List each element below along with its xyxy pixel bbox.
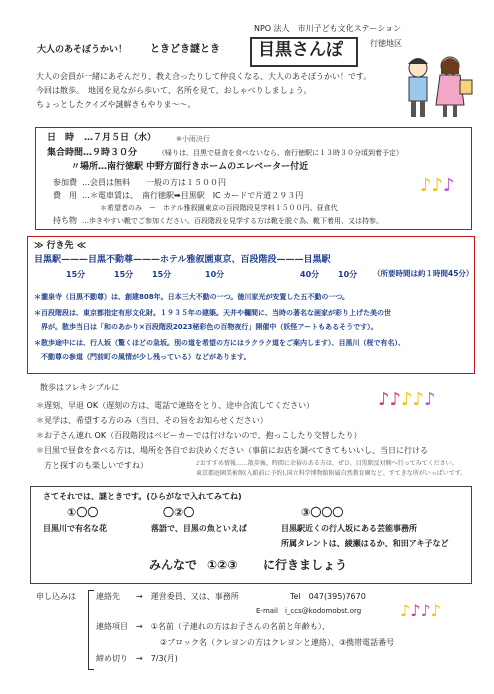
quiz-1-label: ①〇〇 <box>67 506 99 519</box>
cost-option: ＊希望者のみ ー ホテル雅叙園東京の百段階段見学料１５００円、昼食代 <box>100 204 338 212</box>
quiz-3-hint-1: 目黒駅近くの行人坂にある芸能事務所 <box>281 524 417 533</box>
route-time-2: 15分 <box>114 270 134 279</box>
route-time-5: 40分 <box>300 270 320 279</box>
route-time-1: 15分 <box>66 270 86 279</box>
route-box <box>27 236 475 374</box>
route-time-4: 10分 <box>205 270 225 279</box>
deadline-label: 締め切り <box>96 654 128 663</box>
route-note-3: 界が。散歩当日は「和のあかり×百段階段2023秘彩色の百物夜行」開催中（妖怪アートもあるそうです）。 <box>34 323 378 331</box>
flex-item-3: ＊お子さん連れ OK（百段階段はベビーカーでは行けないので、抱っこしたり交替したり） <box>36 431 362 440</box>
items-label: 連絡項目 <box>96 622 128 631</box>
flex-item-2: ＊見学は、希望する方のみ（当日、その旨をお知らせください） <box>36 416 268 425</box>
quiz-answer-nums: ①②③ <box>207 558 238 572</box>
route-heading: ≫ 行き先 ≪ <box>34 241 87 251</box>
date-label: 日 時 <box>47 133 75 143</box>
meet-place: 〃場所…南行徳駅 中野方面行きホームのエレベーター付近 <box>71 162 309 172</box>
quiz-1-hint: 目黒川で有名な花 <box>43 524 107 533</box>
fee-value: …会員は無料 一般の方は１５００円 <box>82 178 226 187</box>
flex-heading: 散歩はフレキシブルに <box>40 383 120 392</box>
contact-label: 連絡先 <box>96 592 120 601</box>
mid-title: ときどき謎とき <box>150 44 220 55</box>
walking-people-illustration <box>398 50 476 122</box>
items-value-1: → ①名前（子連れの方はお子さんの名前と年齢も）、 <box>136 622 330 631</box>
flex-item-5: 方と探すのも楽しいですね） <box>36 461 148 470</box>
contact-email: E-mail i_ccs@kodomobst.org <box>256 607 362 615</box>
quiz-2-hint: 落語で、目黒の魚といえば <box>151 524 247 533</box>
fee-label: 参加費 <box>53 178 77 187</box>
contact-tel: Tel 047(395)7670 <box>290 592 366 601</box>
recommend-info-2: 東京都庭園美術館(入館前に予約),国立科学博物館附属自然教育園など、すてきな所がいっぱいです。 <box>196 470 467 477</box>
details-box <box>35 127 472 230</box>
items-value-2: ②ブロック名（クレヨンの方はクレヨンと連絡）、③携帯電話番号 <box>160 638 395 647</box>
flex-item-1: ＊遅刻、早退 OK（遅刻の方は、電話で連絡をとり、途中合流してください） <box>36 401 315 410</box>
deadline-value: → 7/3(月) <box>136 654 178 663</box>
route-time-3: 15分 <box>152 270 172 279</box>
route-note-4: ＊散歩途中には、行人坂（驚くほどの急坂。別の道を希望の方にはラクラク道をご案内します）、目黒川（桜で有名）、 <box>34 339 405 347</box>
quiz-title: さてそれでは、謎ときです。(ひらがなで入れてみてね) <box>43 492 242 501</box>
quiz-3-hint-2: 所属タレントは、綾瀬はるか、和田アキ子など <box>281 539 449 548</box>
org-name: NPO 法人 市川子ども文化ステーション <box>254 24 402 33</box>
quiz-3-label: ③〇〇〇 <box>301 506 344 519</box>
intro-line-1: 大人の会員が一緒にあそんだり、教え合ったりして仲良くなる、大人のあそぼうかい！です。 <box>36 72 372 81</box>
route-note-5: 不動尊の参道（門前町の風情が少し残っている）などがあります。 <box>34 353 251 361</box>
flex-item-4: ＊目黒で昼食を食べる方は、場所を各自でお決めください（事前にお店を調べてきてもいいし、当日に行ける <box>36 446 428 455</box>
route-total: （所要時間は約１時間45分） <box>373 269 474 278</box>
music-notes-icon-3: ♪♪♪♪ <box>400 601 441 620</box>
quiz-answer-suffix: に行きましょう <box>263 558 348 572</box>
music-notes-icon: ♪♪♪ <box>420 175 455 196</box>
intro-line-3: ちょっとしたクイズや謎解きもやりま〜〜。 <box>36 100 196 109</box>
recommend-info: ♪おすすめ情報……散歩後、時間に余裕のある方は、ぜひ、目黒駅反対側へ行ってみてください。 <box>196 460 458 467</box>
apply-bracket <box>88 590 94 670</box>
date-value: …７月５日（水） <box>84 133 157 143</box>
cost-value: …＊電車賃は、 南行徳駅➡目黒駅 IC カードで片道２９３円 <box>82 191 304 200</box>
rain-note: ※小雨決行 <box>176 135 210 143</box>
route-line: 目黒駅———目黒不動尊———ホテル雅叙園東京、百段階段———目黒駅 <box>34 255 331 265</box>
quiz-2-label: 〇②〇 <box>163 506 195 519</box>
page-title: 目黒さんぽ <box>258 40 343 60</box>
cost-label: 費 用 <box>53 191 77 200</box>
route-time-6: 10分 <box>338 270 358 279</box>
route-note-2: ＊百段階段は、東京都指定有形文化財。１９３５年の建築。天井や欄間に、当時の著名な画家が彩り上げた美の世 <box>34 309 391 317</box>
music-notes-icon-2: ♪♪♪♪♪ <box>378 389 436 410</box>
contact-value: → 運営委員、又は、事務所 <box>136 592 239 601</box>
intro-line-2: 今回は散歩。 地図を見ながら歩いて、名所を見て、おしゃべりしましょう。 <box>36 86 312 95</box>
meet-note: （帰りは、目黒で昼食を食べないなら、南行徳駅に１３時３０分頃到着予定） <box>158 149 403 157</box>
meet-time: 集合時間…９時３０分 <box>47 148 138 158</box>
belongings-label: 持ち物 <box>53 216 77 225</box>
quiz-box <box>30 486 472 584</box>
quiz-answer-prefix: みんなで <box>149 558 198 572</box>
apply-label: 申し込みは <box>36 592 76 601</box>
district-label: 行徳地区 <box>370 39 402 48</box>
belongings-value: …歩きやすい靴でご参加ください。百段階段を見学する方は靴を脱ぐ為、靴下着用、又は持参。 <box>82 217 383 225</box>
left-title: 大人のあそぼうかい！ <box>37 45 128 55</box>
main-title-box <box>250 37 358 67</box>
route-note-1: ＊瀧泉寺（目黒不動尊）は、創建808年。日本三大不動の一つ。徳川家光が安置した五不動の一つ。 <box>34 293 350 301</box>
